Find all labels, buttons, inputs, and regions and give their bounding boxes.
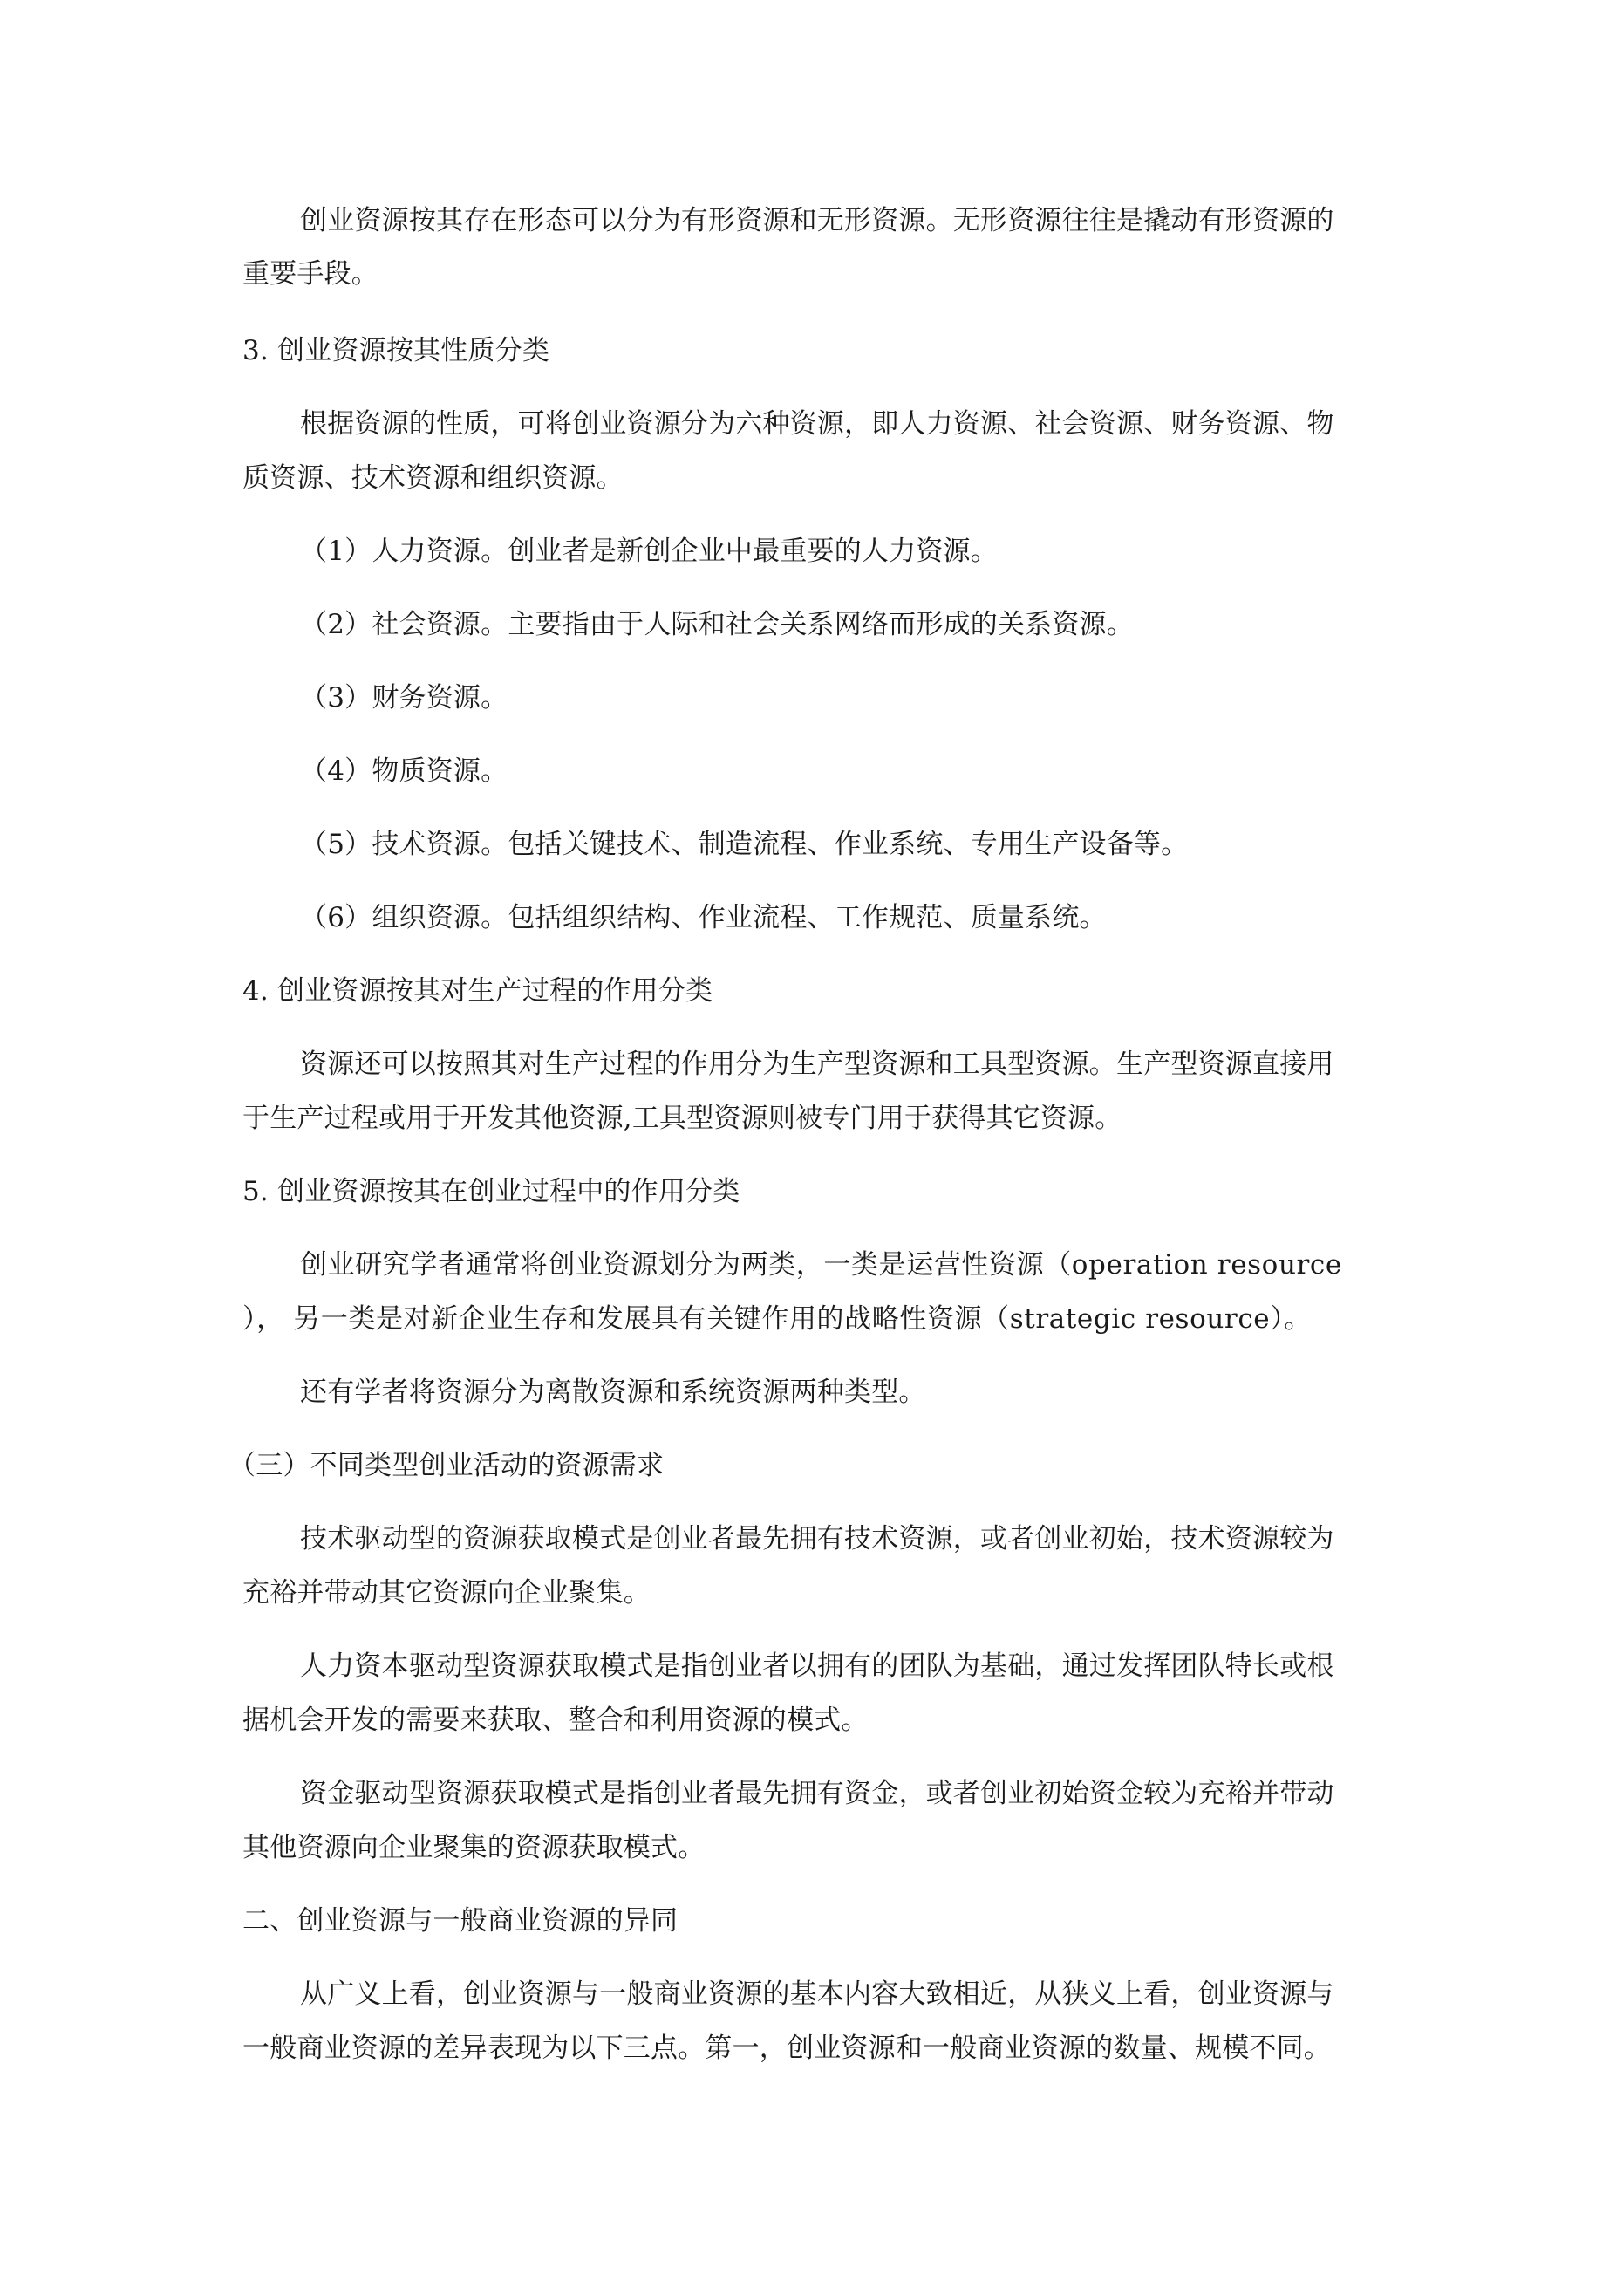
list-item: （1）人力资源。创业者是新创企业中最重要的人力资源。 <box>300 536 998 567</box>
paragraph-line: 重要手段。 <box>242 258 378 290</box>
list-item: （4）物质资源。 <box>300 755 508 787</box>
paragraph-line: ）， 另一类是对新企业生存和发展具有关键作用的战略性资源（strategic resource）。 <box>242 1303 1312 1335</box>
paragraph-line: 资金驱动型资源获取模式是指创业者最先拥有资金，或者创业初始资金较为充裕并带动 <box>300 1778 1334 1809</box>
paragraph-line: 其他资源向企业聚集的资源获取模式。 <box>242 1832 706 1863</box>
list-item: （5）技术资源。包括关键技术、制造流程、作业系统、专用生产设备等。 <box>300 829 1189 860</box>
paragraph-line: 据机会开发的需要来获取、整合和利用资源的模式。 <box>242 1705 869 1736</box>
list-item: （3）财务资源。 <box>300 682 508 714</box>
section-heading: 5. 创业资源按其在创业过程中的作用分类 <box>242 1176 740 1207</box>
paragraph-line: 创业资源按其存在形态可以分为有形资源和无形资源。无形资源往往是撬动有形资源的 <box>300 205 1334 236</box>
list-item: （2）社会资源。主要指由于人际和社会关系网络而形成的关系资源。 <box>300 609 1134 640</box>
paragraph-line: 资源还可以按照其对生产过程的作用分为生产型资源和工具型资源。生产型资源直接用 <box>300 1049 1334 1080</box>
section-heading: 二、创业资源与一般商业资源的异同 <box>242 1905 679 1937</box>
subsection-heading: （三）不同类型创业活动的资源需求 <box>228 1450 665 1481</box>
paragraph-line: 从广义上看，创业资源与一般商业资源的基本内容大致相近，从狭义上看，创业资源与 <box>300 1978 1334 2010</box>
paragraph-line: 根据资源的性质，可将创业资源分为六种资源，即人力资源、社会资源、财务资源、物 <box>300 408 1334 440</box>
paragraph-line: 人力资本驱动型资源获取模式是指创业者以拥有的团队为基础，通过发挥团队特长或根 <box>300 1650 1334 1682</box>
paragraph-line: 一般商业资源的差异表现为以下三点。第一，创业资源和一般商业资源的数量、规模不同。 <box>242 2033 1331 2064</box>
section-heading: 4. 创业资源按其对生产过程的作用分类 <box>242 975 713 1007</box>
section-heading: 3. 创业资源按其性质分类 <box>242 335 550 366</box>
paragraph-line: 质资源、技术资源和组织资源。 <box>242 462 624 494</box>
paragraph-line: 技术驱动型的资源获取模式是创业者最先拥有技术资源，或者创业初始，技术资源较为 <box>300 1523 1334 1555</box>
paragraph-line: 充裕并带动其它资源向企业聚集。 <box>242 1577 651 1609</box>
list-item: （6）组织资源。包括组织结构、作业流程、工作规范、质量系统。 <box>300 902 1107 933</box>
paragraph-line: 还有学者将资源分为离散资源和系统资源两种类型。 <box>300 1377 926 1408</box>
paragraph-line: 创业研究学者通常将创业资源划分为两类，一类是运营性资源（operation resource <box>300 1249 1342 1281</box>
paragraph-line: 于生产过程或用于开发其他资源,工具型资源则被专门用于获得其它资源。 <box>242 1103 1122 1134</box>
